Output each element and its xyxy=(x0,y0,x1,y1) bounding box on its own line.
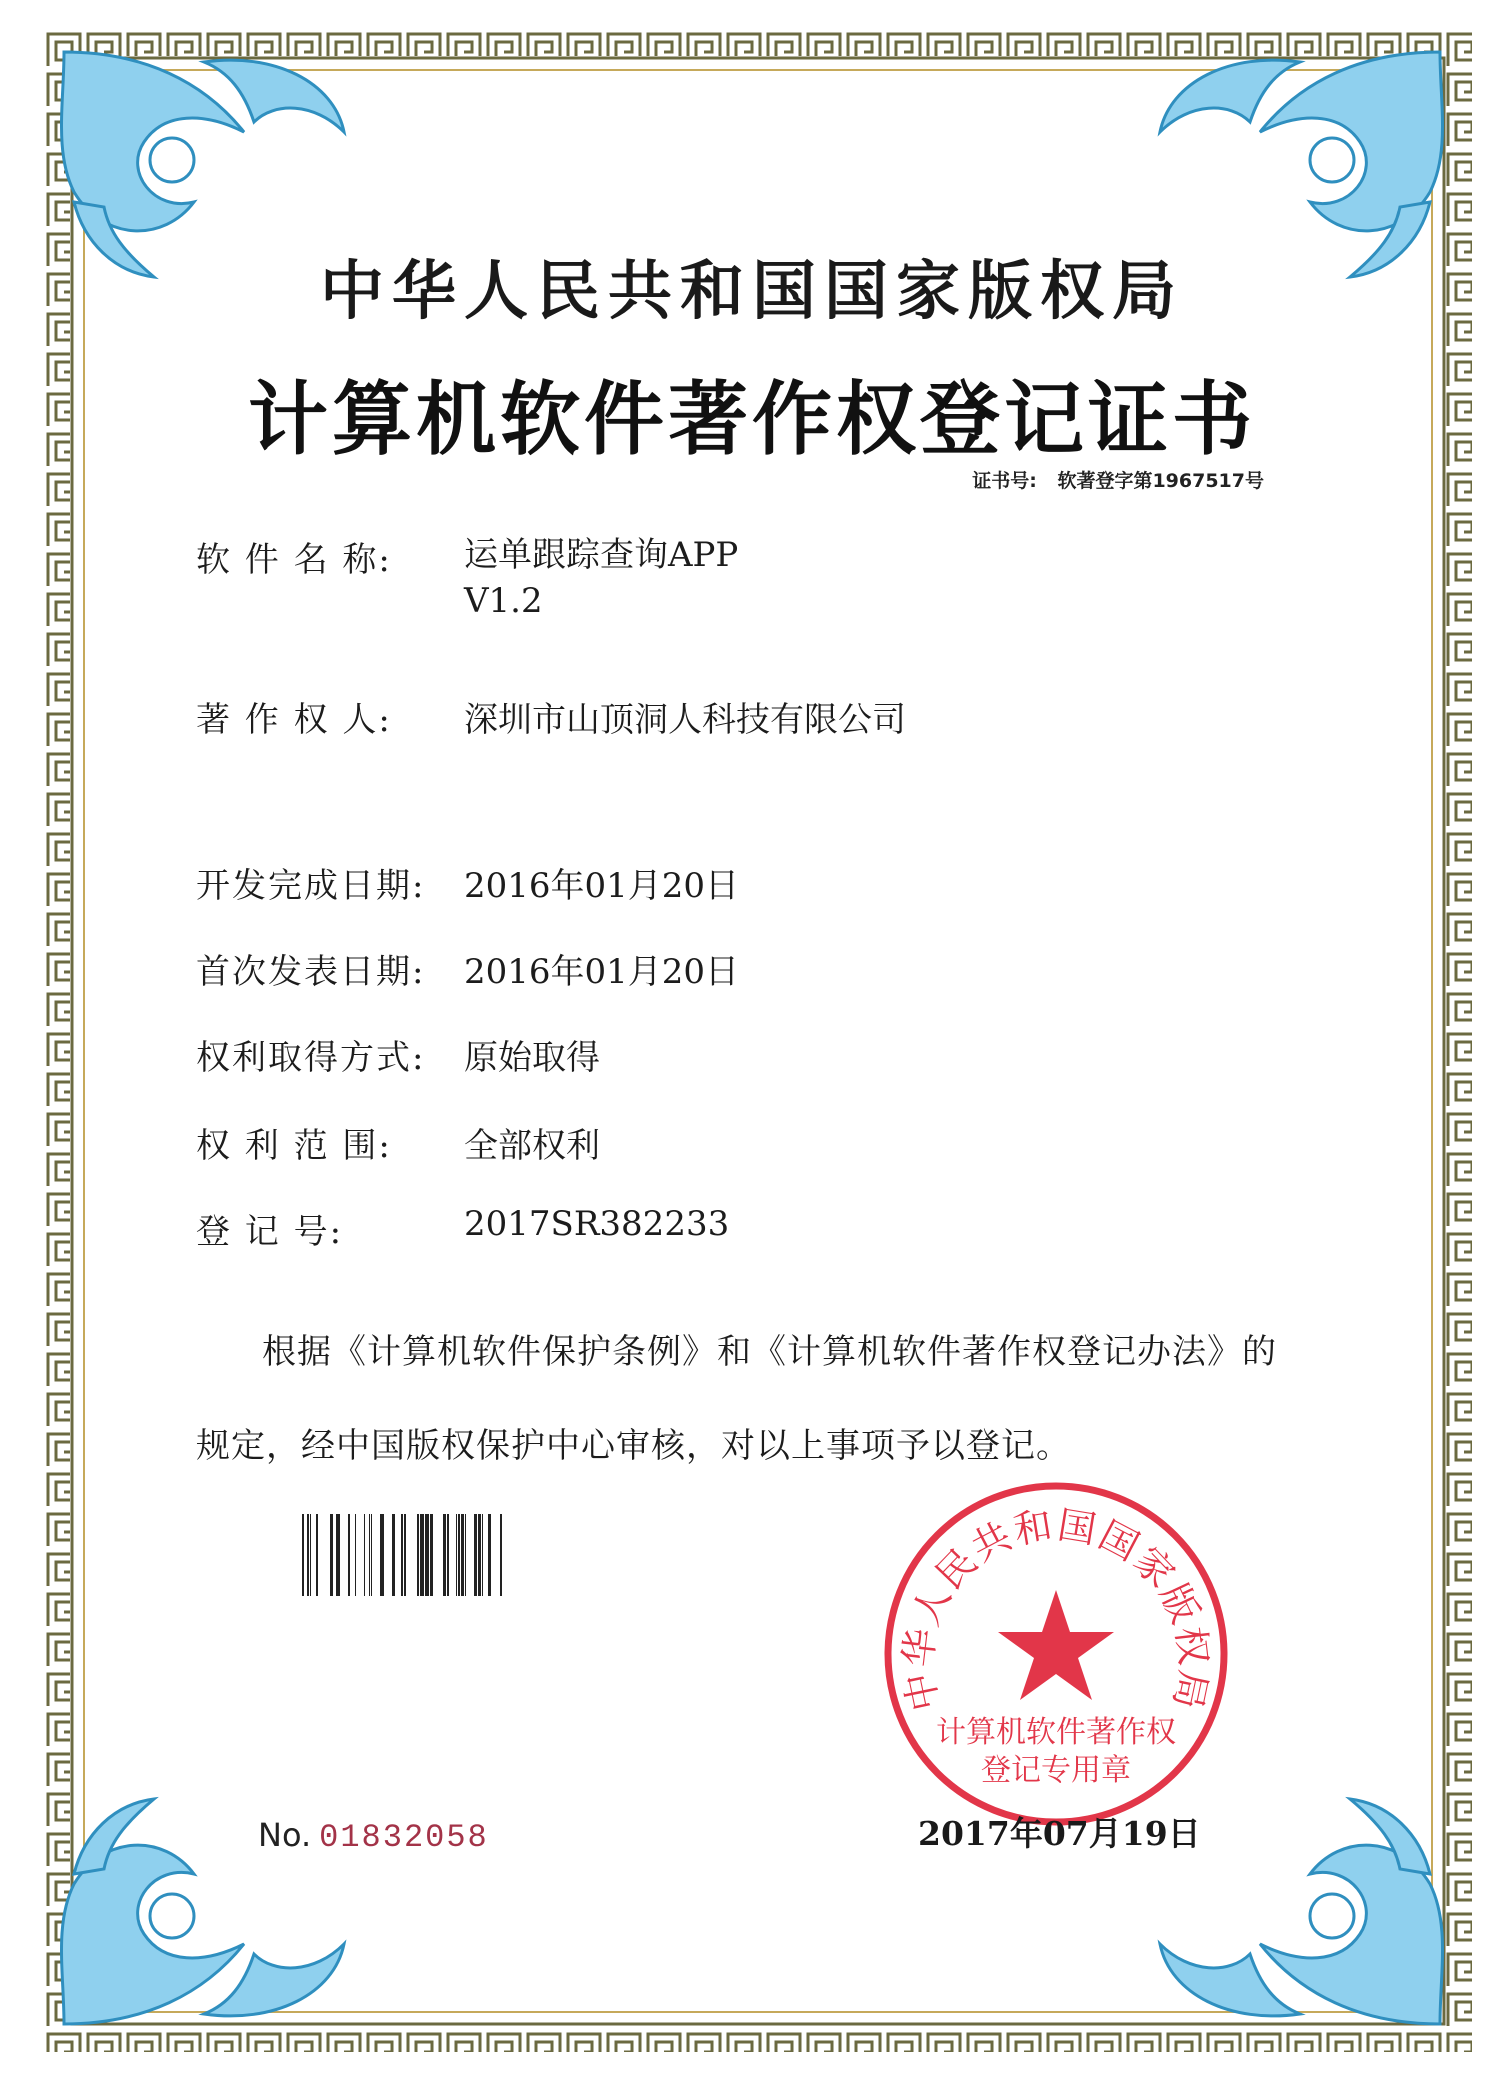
field-label: 软 件 名 称: xyxy=(196,540,392,580)
barcode-bar xyxy=(488,1514,491,1596)
barcode-bar xyxy=(369,1514,370,1596)
barcode-bar xyxy=(364,1514,365,1596)
field-label: 开发完成日期: xyxy=(196,866,426,906)
field-value: 深圳市山顶洞人科技有限公司 xyxy=(464,700,906,740)
barcode-bar xyxy=(404,1514,406,1596)
seal-inner-line-2: 登记专用章 xyxy=(981,1753,1131,1788)
field-software-name xyxy=(196,532,738,624)
barcode-bar xyxy=(307,1514,309,1596)
barcode-bar xyxy=(380,1514,384,1596)
barcode xyxy=(302,1514,514,1596)
barcode-bar xyxy=(500,1514,502,1596)
barcode-bar xyxy=(461,1514,464,1596)
seal-outer-text: 中华人民共和国国家版权局 xyxy=(895,1502,1217,1715)
field-development-date xyxy=(196,858,739,907)
barcode-bar xyxy=(348,1514,350,1596)
legal-basis-line-2: 规定，经中国版权保护中心审核，对以上事项予以登记。 xyxy=(196,1426,1071,1466)
serial-value: 01832058 xyxy=(319,1819,489,1856)
field-copyright-owner xyxy=(196,692,906,741)
issue-date: 2017年07月19日 xyxy=(918,1814,1201,1853)
field-label: 权利取得方式: xyxy=(196,1038,426,1078)
field-acquire-method xyxy=(196,1030,600,1079)
field-publish-date xyxy=(196,944,739,993)
barcode-bar xyxy=(392,1514,395,1596)
barcode-bar xyxy=(447,1514,449,1596)
barcode-bar xyxy=(482,1514,483,1596)
serial-label: No. xyxy=(258,1816,312,1854)
field-rights-scope xyxy=(196,1118,600,1167)
field-value: 2016年01月20日 xyxy=(464,952,740,992)
barcode-bar xyxy=(330,1514,333,1596)
field-label: 权 利 范 围: xyxy=(196,1126,392,1166)
certificate-title: 计算机软件著作权登记证书 xyxy=(248,373,1256,466)
field-value: 2016年01月20日 xyxy=(464,866,740,906)
software-version-line: V1.2 xyxy=(464,581,543,621)
certificate-number xyxy=(972,466,1264,493)
field-value: 原始取得 xyxy=(464,1038,600,1078)
field-registration-number xyxy=(196,1204,729,1253)
seal-inner-line-1: 计算机软件著作权 xyxy=(936,1715,1176,1750)
field-value: 全部权利 xyxy=(464,1126,600,1166)
barcode-bar xyxy=(355,1514,356,1596)
barcode-bar xyxy=(430,1514,433,1596)
barcode-bar xyxy=(456,1514,457,1596)
legal-basis-line-1: 根据《计算机软件保护条例》和《计算机软件著作权登记办法》的 xyxy=(262,1332,1277,1372)
barcode-bar xyxy=(401,1514,403,1596)
field-label: 首次发表日期: xyxy=(196,952,426,992)
issuing-authority: 中华人民共和国国家版权局 xyxy=(320,255,1184,329)
official-seal xyxy=(882,1480,1230,1828)
barcode-bar xyxy=(302,1514,304,1596)
barcode-bar xyxy=(465,1514,466,1596)
barcode-bar xyxy=(458,1514,460,1596)
field-label: 登 记 号: xyxy=(196,1212,344,1252)
field-value xyxy=(464,532,738,624)
field-value: 2017SR382233 xyxy=(464,1204,730,1244)
barcode-bar xyxy=(336,1514,340,1596)
barcode-bar xyxy=(417,1514,419,1596)
barcode-bar xyxy=(310,1514,311,1596)
seal-star-icon xyxy=(998,1590,1114,1700)
barcode-bar xyxy=(474,1514,477,1596)
field-label: 著 作 权 人: xyxy=(196,700,392,740)
serial-number xyxy=(258,1816,489,1856)
barcode-bar xyxy=(478,1514,481,1596)
barcode-bar xyxy=(371,1514,372,1596)
certificate-number-label: 证书号: xyxy=(972,470,1037,492)
barcode-bar xyxy=(316,1514,318,1596)
barcode-bar xyxy=(425,1514,429,1596)
barcode-bar xyxy=(443,1514,446,1596)
software-name-line: 运单跟踪查询APP xyxy=(464,535,739,575)
certificate-number-value: 软著登字第1967517号 xyxy=(1057,470,1264,492)
barcode-bar xyxy=(420,1514,424,1596)
